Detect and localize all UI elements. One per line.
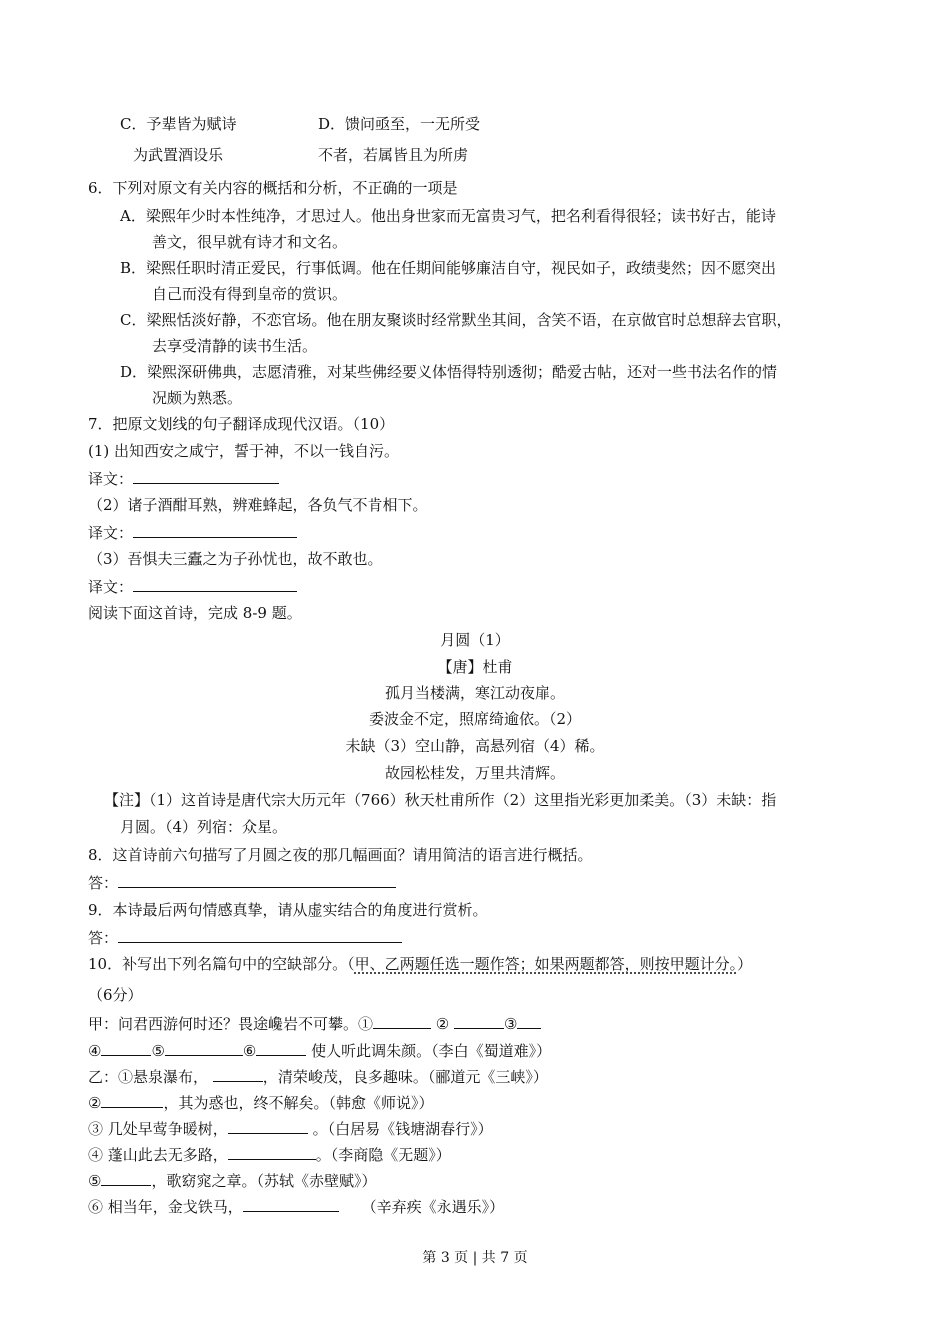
q10-yi-line4 [88, 1144, 451, 1165]
q10-text: ，歌窈窕之章。（苏轼《赤壁赋》） [151, 1172, 377, 1190]
q7-sentence-1: (1) 出知西安之咸宁，誓于神，不以一钱自污。 [88, 442, 400, 460]
q10-text: 清荣峻茂，良多趣味。（郦道元《三峡》） [277, 1068, 548, 1086]
poem-line-3: 未缺（3）空山静，高悬列宿（4）稀。 [345, 737, 605, 755]
q10-text: ⑥ [242, 1042, 257, 1060]
q10-text: 甲：问君西游何时还？畏途巉岩不可攀。① [88, 1015, 374, 1033]
q10-stem-part: ） [737, 955, 753, 973]
answer-blank[interactable] [228, 1144, 316, 1160]
q6-option-c-line2: 去享受清静的读书生活。 [152, 337, 318, 355]
q10-text: ④ [88, 1042, 102, 1060]
question-6-stem: 6．下列对原文有关内容的概括和分析，不正确的一项是 [88, 179, 458, 197]
poem-line-4: 故园松桂发，万里共清辉。 [384, 764, 565, 782]
answer-blank[interactable] [133, 576, 297, 592]
option-c-line1: C．予辈皆为赋诗 [120, 115, 237, 133]
q10-yi-line1 [88, 1066, 548, 1087]
poem-note-line2: 月圆。（4）列宿：众星。 [120, 818, 288, 836]
answer-blank[interactable] [243, 1196, 339, 1212]
answer-label: 译文： [88, 578, 134, 596]
answer-blank[interactable] [133, 468, 279, 484]
q10-text: （辛弃疾《永遇乐》） [361, 1198, 505, 1216]
q10-text: 使人听此调朱颜。（李白《蜀道难》） [311, 1042, 552, 1060]
answer-blank[interactable] [228, 1118, 308, 1134]
q10-yi-line2 [88, 1092, 433, 1113]
page-footer: 第 3 页 | 共 7 页 [422, 1250, 528, 1266]
q10-text: ⑤ [151, 1042, 165, 1060]
question-10-stem [88, 954, 752, 974]
q10-text: ，其为惑也，终不解矣。（韩愈《师说》） [163, 1094, 434, 1112]
q10-yi-line3 [88, 1118, 493, 1139]
q10-text: ， [262, 1068, 278, 1086]
q7-sentence-2: （2）诸子酒酣耳熟，辨难蜂起，各负气不肯相下。 [88, 496, 428, 514]
q10-text: ③ 几处早莺争暖树， [88, 1120, 228, 1138]
q7-answer-3 [88, 576, 297, 597]
poem-author: 【唐】杜甫 [437, 658, 513, 676]
q10-text: 。（白居易《钱塘湖春行》） [312, 1120, 493, 1138]
q10-text: ⑤ [88, 1172, 102, 1190]
q10-stem-part: 10．补写出下列名篇句中的空缺部分。（ [88, 955, 355, 973]
poem-title: 月圆（1） [440, 631, 510, 649]
answer-blank[interactable] [213, 1066, 263, 1082]
option-d-line2: 不者，若属皆且为所虏 [318, 146, 469, 164]
answer-blank[interactable] [118, 872, 396, 888]
answer-blank[interactable] [454, 1013, 504, 1029]
q9-answer [88, 927, 402, 948]
answer-blank[interactable] [133, 522, 297, 538]
q6-option-b-line2: 自己而没有得到皇帝的赏识。 [152, 285, 348, 303]
q8-answer [88, 872, 396, 893]
q10-text: 。（李商隐《无题》） [315, 1146, 451, 1164]
q7-answer-1 [88, 468, 279, 489]
question-9-stem: 9．本诗最后两句情感真挚，请从虚实结合的角度进行赏析。 [88, 901, 488, 919]
answer-label: 译文： [88, 524, 134, 542]
q10-jia-line2 [88, 1040, 551, 1061]
q6-option-d-line1: D．梁熙深研佛典，志愿清雅，对某些佛经要义体悟得特别透彻；酷爱古帖，还对一些书法名作的情 [120, 363, 778, 381]
q10-emphasis-text: 甲、乙两题任选一题作答；如果两题都答，则按甲题计分。 [354, 955, 738, 973]
q7-sentence-3: （3）吾惧夫三蠹之为子孙忧也，故不敢也。 [88, 550, 383, 568]
q10-yi-line5 [88, 1170, 376, 1191]
poem-line-1: 孤月当楼满，寒江动夜扉。 [384, 684, 565, 702]
q10-jia-line1 [88, 1013, 541, 1034]
poem-intro: 阅读下面这首诗，完成 8-9 题。 [88, 604, 302, 622]
q6-option-d-line2: 况颇为熟悉。 [152, 389, 243, 407]
answer-blank[interactable] [118, 927, 402, 943]
question-8-stem: 8．这首诗前六句描写了月圆之夜的那几幅画面？请用简洁的语言进行概括。 [88, 846, 593, 864]
q6-option-c-line1: C．梁熙恬淡好静，不恋官场。他在朋友聚谈时经常默坐其间，含笑不语，在京做官时总想辞去官职， [120, 311, 792, 329]
q10-text: ② [435, 1015, 450, 1033]
q10-text: ⑥ 相当年，金戈铁马， [88, 1198, 243, 1216]
answer-blank[interactable] [165, 1040, 243, 1056]
answer-blank[interactable] [101, 1092, 163, 1108]
poem-line-2: 委波金不定，照席绮逾依。（2） [368, 710, 582, 728]
answer-blank[interactable] [101, 1040, 151, 1056]
q10-text: ③ [504, 1015, 518, 1033]
q10-yi-line6 [88, 1196, 504, 1217]
q6-option-a-line2: 善文，很早就有诗才和文名。 [152, 233, 348, 251]
q6-option-a-line1: A．梁熙年少时本性纯净，才思过人。他出身世家而无富贵习气，把名利看得很轻；读书好古，能诗 [120, 207, 776, 225]
q10-score: （6分） [88, 986, 143, 1004]
q10-text: ④ 蓬山此去无多路， [88, 1146, 228, 1164]
answer-label: 译文： [88, 470, 134, 488]
q10-text: 乙：①悬泉瀑布， [88, 1068, 209, 1086]
option-c-line2: 为武置酒设乐 [133, 146, 224, 164]
q7-answer-2 [88, 522, 297, 543]
answer-blank[interactable] [101, 1170, 151, 1186]
question-7-stem: 7．把原文划线的句子翻译成现代汉语。（10） [88, 415, 395, 433]
q10-text: ② [88, 1094, 102, 1112]
answer-blank[interactable] [256, 1040, 306, 1056]
q6-option-b-line1: B．梁熙任职时清正爱民，行事低调。他在任期间能够廉洁自守，视民如子，政绩斐然；因不愿突出 [120, 259, 777, 277]
answer-label: 答： [88, 874, 119, 892]
poem-note-line1: 【注】（1）这首诗是唐代宗大历元年（766）秋天杜甫所作（2）这里指光彩更加柔美。（3）未缺：指 [104, 791, 777, 809]
answer-blank[interactable] [517, 1013, 541, 1029]
answer-label: 答： [88, 929, 119, 947]
option-d-line1: D．馈问亟至，一无所受 [318, 115, 481, 133]
answer-blank[interactable] [373, 1013, 431, 1029]
